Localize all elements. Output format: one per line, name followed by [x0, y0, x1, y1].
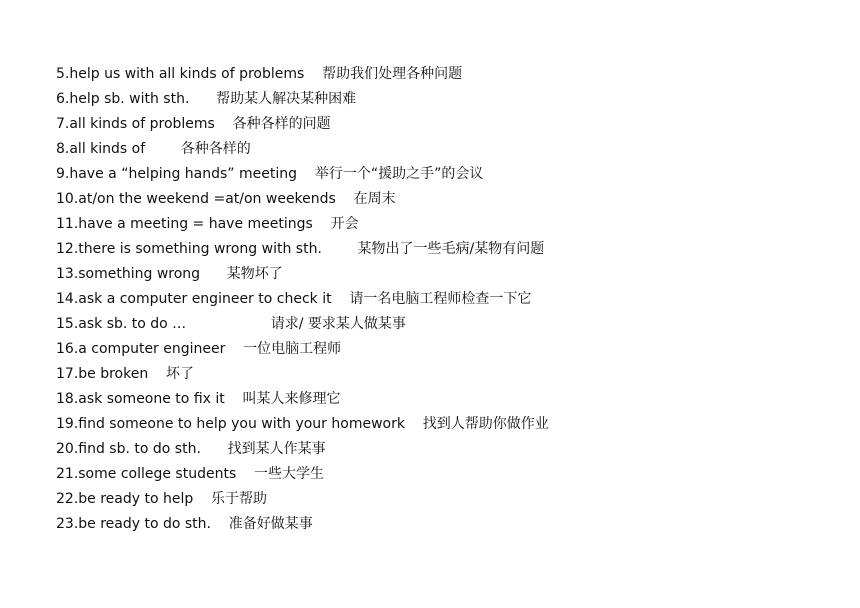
- phrase-item-10: 10.at/on the weekend =at/on weekends 在周末: [56, 191, 396, 207]
- phrase-item-15: 15.ask sb. to do … 请求/ 要求某人做某事: [56, 316, 406, 332]
- phrase-item-23: 23.be ready to do sth. 准备好做某事: [56, 516, 313, 532]
- phrase-item-8: 8.all kinds of 各种各样的: [56, 141, 251, 157]
- phrase-item-20: 20.find sb. to do sth. 找到某人作某事: [56, 441, 326, 457]
- phrase-item-12: 12.there is something wrong with sth. 某物出了一些毛病/某物有问题: [56, 241, 545, 257]
- phrase-item-9: 9.have a “helping hands” meeting 举行一个“援助之手”的会议: [56, 166, 484, 182]
- phrase-item-19: 19.find someone to help you with your homework 找到人帮助你做作业: [56, 416, 549, 432]
- phrase-item-14: 14.ask a computer engineer to check it 请一名电脑工程师检查一下它: [56, 291, 532, 307]
- phrase-item-22: 22.be ready to help 乐于帮助: [56, 491, 268, 507]
- phrase-item-21: 21.some college students 一些大学生: [56, 466, 325, 482]
- phrase-item-7: 7.all kinds of problems 各种各样的问题: [56, 116, 331, 132]
- phrase-item-18: 18.ask someone to fix it 叫某人来修理它: [56, 391, 341, 407]
- phrase-item-13: 13.something wrong 某物坏了: [56, 266, 283, 282]
- phrase-item-16: 16.a computer engineer 一位电脑工程师: [56, 341, 342, 357]
- phrase-item-5: 5.help us with all kinds of problems 帮助我们处理各种问题: [56, 66, 463, 82]
- phrase-list: [56, 62, 549, 537]
- phrase-item-17: 17.be broken 坏了: [56, 366, 195, 382]
- phrase-item-11: 11.have a meeting = have meetings 开会: [56, 216, 359, 232]
- phrase-item-6: 6.help sb. with sth. 帮助某人解决某种困难: [56, 91, 357, 107]
